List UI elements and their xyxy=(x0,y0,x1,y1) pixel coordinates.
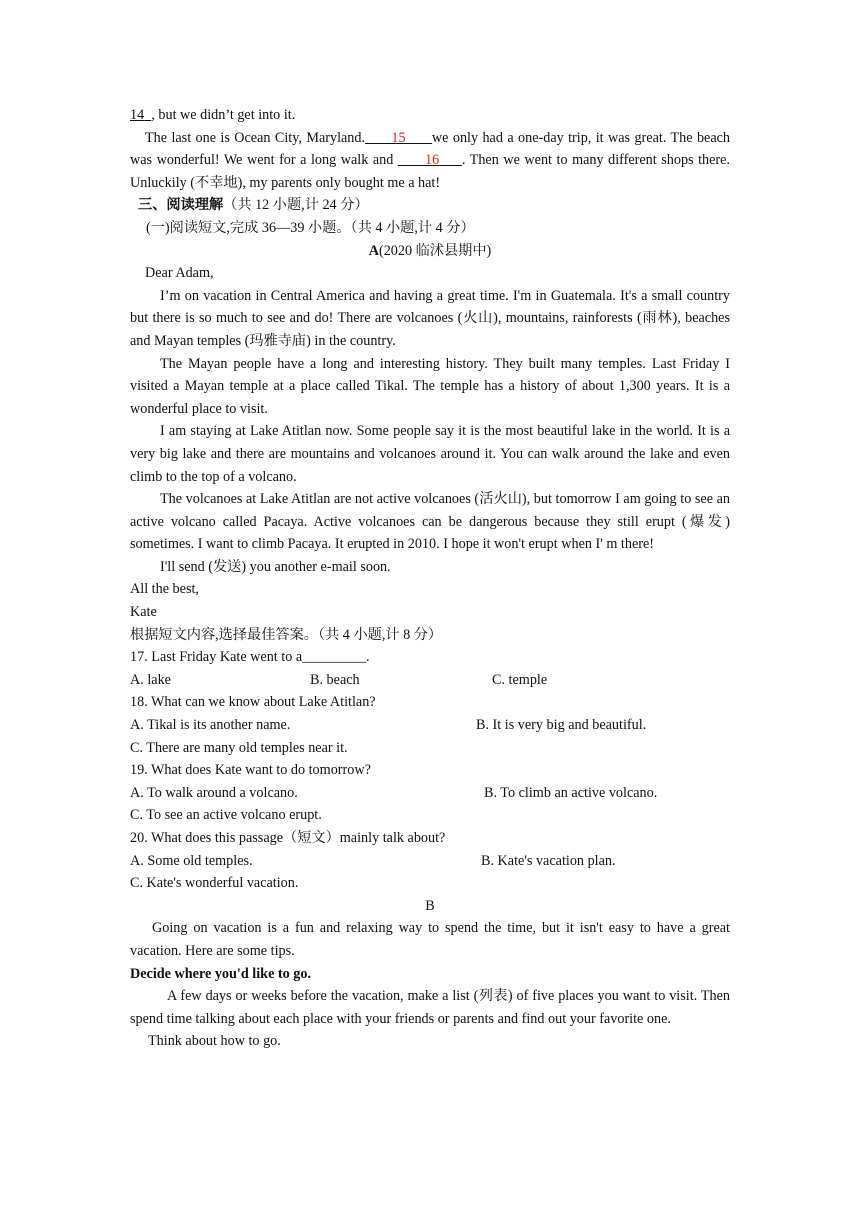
option-c: C. There are many old temples near it. xyxy=(130,739,348,756)
letter-paragraph: I am staying at Lake Atitlan now. Some people say it is the most beautiful lake in the world. It is a very big lake and there are mountains and volcanoes around it. You can walk around the lake and even climb to the top of a volcano. xyxy=(130,423,730,485)
option-c: C. temple xyxy=(492,671,548,688)
blank-14: 14 xyxy=(130,107,145,123)
letter-paragraph: The volcanoes at Lake Atitlan are not active volcanoes (活火山), but tomorrow I am going to see an active volcano called Pacaya. Active volcanoes can be dangerous because they still erupt (爆发) sometimes. I want to climb Pacaya. It erupted in 2010. I hope it won't erupt when I' m there! xyxy=(130,491,730,553)
letter-greeting: Dear Adam, xyxy=(145,265,214,282)
section-heading-title: 三、阅读理解 xyxy=(138,197,224,214)
question-17-options xyxy=(130,669,730,692)
question-19: 19. What does Kate want to do tomorrow? xyxy=(130,762,371,779)
letter-signature: Kate xyxy=(130,604,157,621)
passage-b-title: B xyxy=(425,897,435,914)
cloze-line-14 xyxy=(130,104,730,127)
blank-16: 16 xyxy=(425,152,440,169)
letter-paragraph: The Mayan people have a long and interesting history. They built many temples. Last Friday I visited a Mayan temple at a place called Tikal. The temple has a history of about 1,300 years. It is a wonderful place to visit. xyxy=(130,355,730,417)
option-a: A. To walk around a volcano. xyxy=(130,784,298,801)
question-17: 17. Last Friday Kate went to a_________. xyxy=(130,649,370,666)
passage-a-title xyxy=(130,240,730,263)
option-a: A. lake xyxy=(130,671,171,688)
cloze-line-14-text: , but we didn’t get into it. xyxy=(151,107,296,123)
question-18: 18. What can we know about Lake Atitlan? xyxy=(130,694,376,711)
passage-b-intro: Going on vacation is a fun and relaxing way to spend the time, but it isn't easy to have a great vacation. Here are some tips. xyxy=(130,920,730,959)
question-20: 20. What does this passage（短文）mainly talk about? xyxy=(130,830,446,846)
passage-b-subheading: Think about how to go. xyxy=(148,1033,281,1050)
question-18-options xyxy=(130,714,730,737)
section-heading xyxy=(130,194,730,217)
question-17-stem: 17. Last Friday Kate went to a xyxy=(130,649,303,666)
cloze-text-c: . Then we went to many different shops there. Unluckily (不幸地), my parents only bought me a hat! xyxy=(130,152,730,191)
cloze-text-a: The last one is Ocean City, Maryland. xyxy=(145,129,366,146)
blank-15: 15 xyxy=(391,129,406,146)
option-c: C. Kate's wonderful vacation. xyxy=(130,875,299,892)
questions-instruction: 根据短文内容,选择最佳答案。（共 4 小题,计 8 分） xyxy=(130,626,443,643)
passage-b-paragraph: A few days or weeks before the vacation, make a list (列表) of five places you want to visit. Then spend time talking about each place with your friends or parents and find out your favorite one. xyxy=(130,988,730,1027)
question-20-options xyxy=(130,850,730,873)
passage-b-heading: Decide where you'd like to go. xyxy=(130,965,312,982)
option-b: B. It is very big and beautiful. xyxy=(476,717,647,734)
option-a: A. Some old temples. xyxy=(130,852,253,869)
option-b: B. Kate's vacation plan. xyxy=(481,852,616,869)
cloze-text-b: we only had a one-day trip, it was great. The beach was wonderful! We went for a long walk and xyxy=(130,129,731,169)
question-19-options xyxy=(130,782,730,805)
letter-paragraph: I’m on vacation in Central America and having a great time. I'm in Guatemala. It's a small country but there is so much to see and do! There are volcanoes (火山), mountains, rainforests (雨林), beaches and Mayan temples (玛雅寺庙) in the country. xyxy=(130,287,730,349)
option-a: A. Tikal is its another name. xyxy=(130,717,291,734)
option-b: B. beach xyxy=(310,671,360,688)
letter-paragraph: I'll send (发送) you another e-mail soon. xyxy=(160,558,391,575)
passage-a-label: A xyxy=(368,242,379,259)
question-17-blank: _________ xyxy=(302,649,367,666)
option-b: B. To climb an active volcano. xyxy=(484,784,658,801)
part-instruction: (一)阅读短文,完成 36—39 小题。（共 4 小题,计 4 分） xyxy=(146,219,475,236)
option-c: C. To see an active volcano erupt. xyxy=(130,807,322,824)
cloze-paragraph xyxy=(130,127,730,195)
section-heading-score: （共 12 小题,计 24 分） xyxy=(223,197,369,214)
letter-closing: All the best, xyxy=(130,581,199,598)
passage-a-source: (2020 临沭县期中) xyxy=(378,242,492,259)
